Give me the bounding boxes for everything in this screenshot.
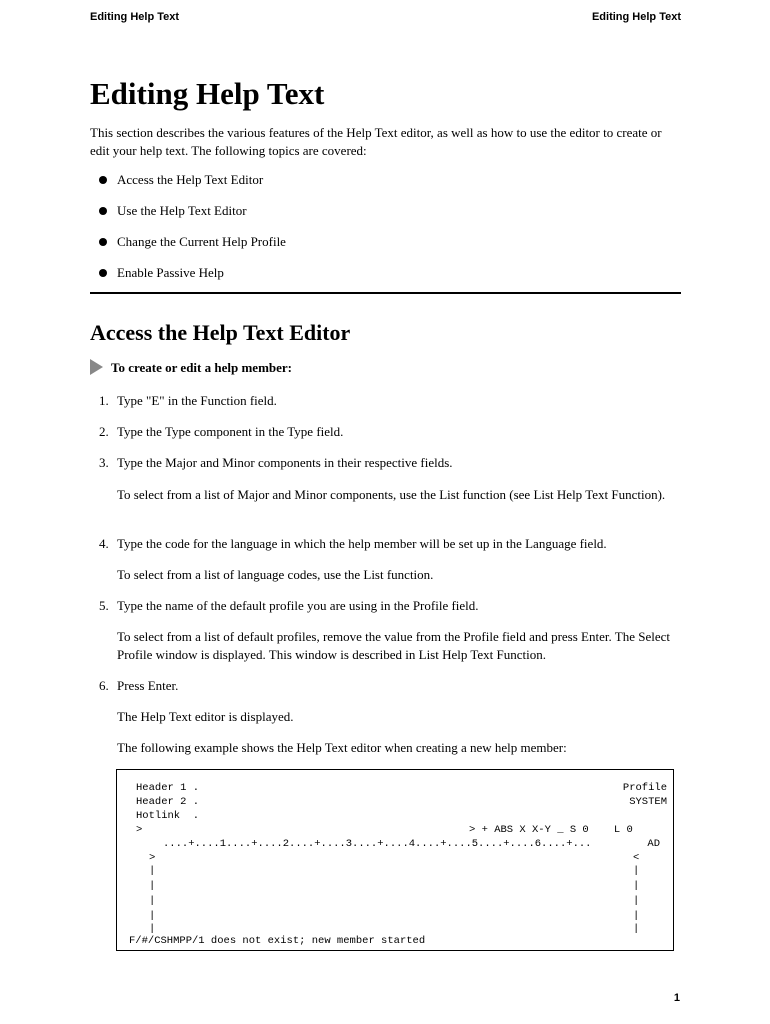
topic-label: Use the Help Text Editor [117, 203, 247, 218]
step-text: Type "E" in the Function field. [117, 393, 277, 408]
right-margin-bar: | [633, 895, 640, 907]
step-4-note: To select from a list of language codes, use the List function. [117, 567, 434, 582]
running-header-right: Editing Help Text [591, 11, 681, 23]
bullet-icon [99, 269, 107, 277]
left-margin-bar: | [149, 910, 156, 922]
step-number: 4. [99, 536, 109, 551]
left-margin-bar: | [149, 895, 156, 907]
step-6-note-example: The following example shows the Help Text editor when creating a new help member: [117, 740, 567, 755]
list-item [90, 263, 286, 294]
command-prompt: > [136, 824, 143, 836]
command-status: > + ABS X X-Y _ S 0 L 0 [469, 824, 633, 836]
edit-area-open-marker: > [149, 852, 156, 864]
right-margin-bar: | [633, 865, 640, 877]
page-number: 1 [673, 992, 680, 1004]
bullet-icon [99, 238, 107, 246]
topic-label: Access the Help Text Editor [117, 172, 264, 187]
step-number: 2. [99, 424, 109, 439]
list-item [90, 232, 286, 263]
left-margin-bar: | [149, 865, 156, 877]
step-3-note: To select from a list of Major and Minor components, use the List function (see List Help Text Function). [117, 487, 666, 502]
left-margin-bar: | [149, 880, 156, 892]
intro-paragraph: This section describes the various features of the Help Text editor, as well as how to use the editor to create or edit your help text. The following topics are covered: [90, 125, 662, 158]
ruler-end-marker: AD [647, 838, 660, 850]
left-margin-bar: | [149, 923, 156, 935]
step-text: Type the Major and Minor components in their respective fields. [117, 455, 453, 470]
procedure-heading [90, 358, 292, 378]
status-message: F/#/CSHMPP/1 does not exist; new member started [129, 935, 426, 947]
step-text: Type the Type component in the Type field. [117, 424, 344, 439]
step-number: 1. [99, 393, 109, 408]
step-text: Type the code for the language in which the help member will be set up in the Language field. [117, 536, 607, 551]
running-header-left: Editing Help Text [90, 11, 180, 23]
hotlink-field-label: Hotlink . [136, 810, 200, 822]
step-number: 6. [99, 678, 109, 693]
step-text: Press Enter. [117, 678, 179, 693]
step-6-note-displayed: The Help Text editor is displayed. [117, 709, 294, 724]
header-1-field-label: Header 1 . [136, 782, 200, 794]
list-item [90, 170, 286, 201]
section-title: Access the Help Text Editor [90, 320, 351, 345]
step-text: Type the name of the default profile you are using in the Profile field. [117, 598, 479, 613]
edit-area-close-marker: < [633, 852, 640, 864]
profile-label: Profile [622, 782, 667, 794]
help-text-editor-screen [116, 769, 674, 951]
right-margin-bar: | [633, 880, 640, 892]
step-number: 5. [99, 598, 109, 613]
topic-label: Enable Passive Help [117, 265, 224, 280]
step-5-note: To select from a list of default profiles, remove the value from the Profile field and press Enter. The Select Profile window is displayed. This window is described in List Help Text Function. [117, 629, 670, 662]
topic-list [90, 170, 286, 294]
bullet-icon [99, 176, 107, 184]
header-2-field-label: Header 2 . [136, 796, 200, 808]
page-title: Editing Help Text [90, 76, 325, 111]
bullet-icon [99, 207, 107, 215]
section-divider [90, 292, 681, 294]
running-header [90, 11, 681, 27]
procedure-arrow-icon [90, 359, 103, 375]
right-margin-bar: | [633, 923, 640, 935]
topic-label: Change the Current Help Profile [117, 234, 286, 249]
procedure-title: To create or edit a help member: [111, 360, 292, 375]
list-item [90, 201, 286, 232]
column-ruler: ....+....1....+....2....+....3....+....4....+....5....+....6....+... [163, 838, 592, 850]
profile-value: SYSTEM [629, 796, 667, 808]
right-margin-bar: | [633, 910, 640, 922]
step-number: 3. [99, 455, 109, 470]
